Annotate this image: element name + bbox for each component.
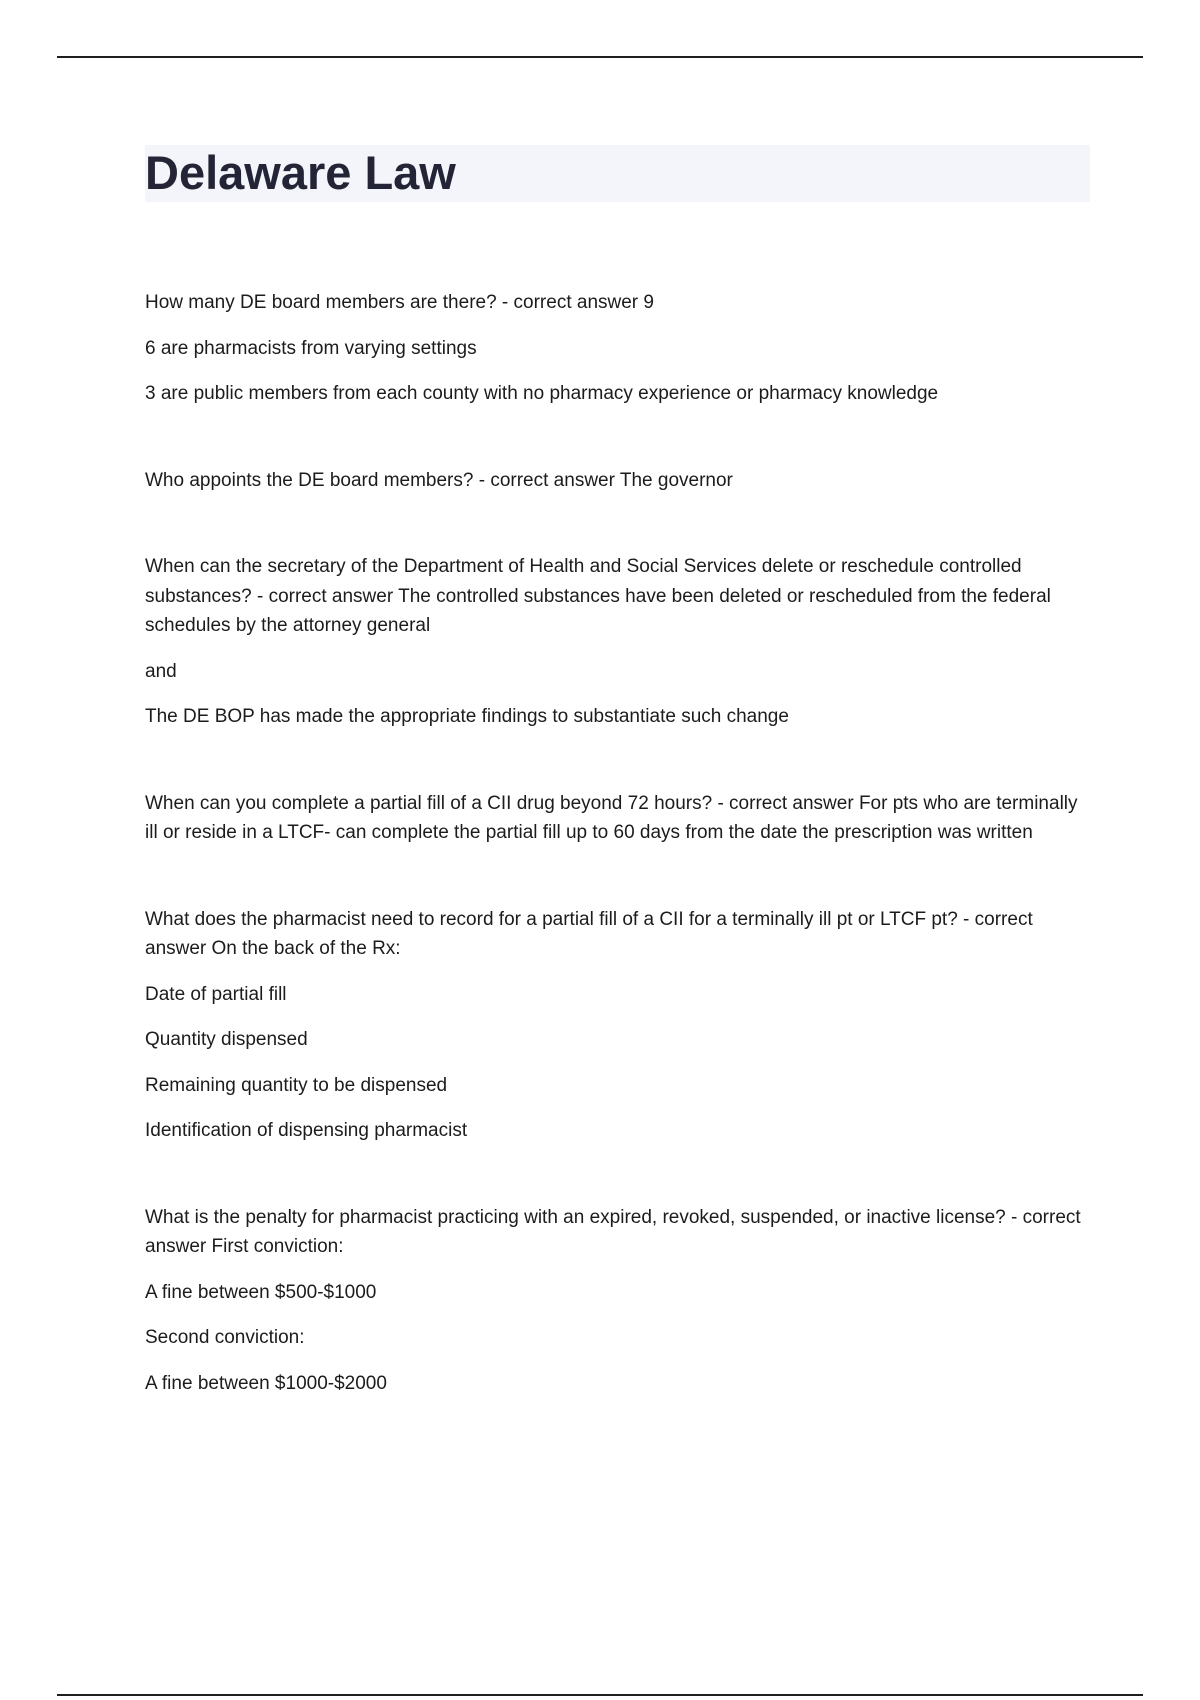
- qa-item: [145, 466, 1095, 496]
- answer-line: Identification of dispensing pharmacist: [145, 1120, 468, 1141]
- answer-text: 9: [643, 292, 654, 313]
- answer-line: Second conviction:: [145, 1327, 305, 1348]
- qa-item: [145, 905, 1095, 1146]
- qa-item: [145, 1203, 1095, 1399]
- qa-item: [145, 552, 1095, 732]
- bottom-rule: [57, 1694, 1143, 1696]
- qa-item: [145, 288, 1095, 409]
- question-text: Who appoints the DE board members?: [145, 469, 474, 491]
- answer-line: Quantity dispensed: [145, 1029, 308, 1050]
- answer-text: The governor: [619, 469, 733, 491]
- question-text: When can you complete a partial fill of a CII drug beyond 72 hours?: [145, 792, 713, 814]
- question-text: When can the secretary of the Department of Health and Social Services delete or reschedule controlled substances?: [145, 556, 1022, 607]
- answer-text: For pts who are terminally ill or reside in a LTCF- can complete the partial fill up to 60 days from the date the prescription was written: [145, 792, 1078, 843]
- answer-line: Date of partial fill: [145, 983, 287, 1005]
- qa-question-line: [145, 1203, 1095, 1262]
- qa-question-line: [145, 905, 1095, 964]
- answer-connector: - correct answer: [251, 585, 399, 607]
- question-text: How many DE board members are there?: [145, 292, 497, 313]
- answer-line: 3 are public members from each county with no pharmacy experience or pharmacy knowledge: [145, 383, 939, 404]
- answer-connector: - correct answer: [712, 792, 859, 814]
- question-text: What does the pharmacist need to record for a partial fill of a CII for a terminally ill pt or LTCF pt?: [145, 908, 958, 930]
- qa-question-line: [145, 552, 1095, 641]
- answer-line: A fine between $1000-$2000: [145, 1372, 387, 1394]
- top-rule: [57, 56, 1143, 58]
- qa-question-line: [145, 288, 1095, 318]
- answer-line: Remaining quantity to be dispensed: [145, 1074, 448, 1096]
- answer-line: A fine between $500-$1000: [145, 1281, 377, 1303]
- document-body: [145, 288, 1095, 1455]
- qa-question-line: [145, 466, 1095, 496]
- answer-text: The controlled substances have been deleted or rescheduled from the federal schedules by the attorney general: [145, 585, 1051, 636]
- answer-line: 6 are pharmacists from varying settings: [145, 337, 477, 359]
- answer-line: and: [145, 660, 177, 682]
- answer-connector: - correct answer: [496, 292, 644, 313]
- answer-connector: - correct answer: [145, 908, 1033, 959]
- document-title: Delaware Law: [145, 146, 456, 199]
- answer-connector: - correct answer: [473, 469, 620, 491]
- answer-line: The DE BOP has made the appropriate findings to substantiate such change: [145, 706, 789, 727]
- question-text: What is the penalty for pharmacist practicing with an expired, revoked, suspended, or inactive license?: [145, 1206, 1006, 1228]
- answer-text: First conviction:: [211, 1236, 344, 1257]
- answer-connector: - correct answer: [145, 1206, 1081, 1257]
- qa-item: [145, 789, 1095, 848]
- qa-question-line: [145, 789, 1095, 848]
- answer-text: On the back of the Rx:: [211, 938, 401, 959]
